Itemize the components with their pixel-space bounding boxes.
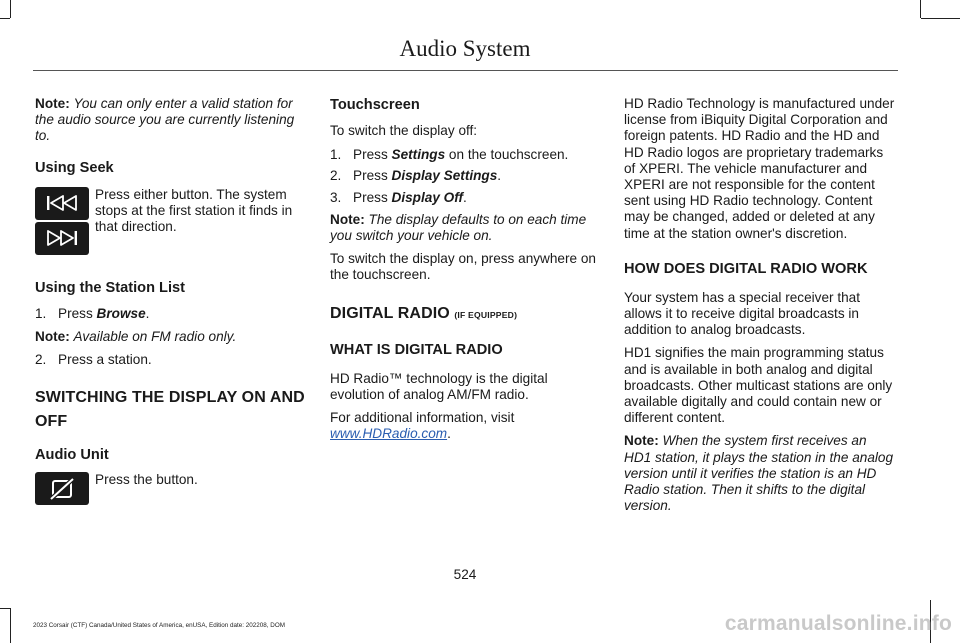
license-text: HD Radio Technology is manufactured under license from iBiquity Digital Corporation and foreign patents. HD Radio and the HD and HD Radio logos are proprietary trademarks of XPERI. The vehicle manufacturer and XPERI are not responsible for the content sent using HD Radio technology. Content may be changed, added or deleted at any time at the station owner's discretion.	[624, 96, 895, 241]
note-text: When the system first receives an HD1 station, it plays the station in the analog version until it verifies the station is an HD Radio station. Then it shifts to the digital version.	[624, 433, 894, 514]
crop-mark	[920, 0, 921, 18]
hdradio-link[interactable]: www.HDRadio.com	[330, 426, 448, 442]
note-text: The display defaults to on each time you switch your vehicle on.	[330, 211, 587, 244]
crop-mark	[10, 608, 11, 643]
seek-description: Press either button. The system stops at the first station it finds in that direction.	[95, 186, 293, 235]
what-is-digital-radio-heading: WHAT IS DIGITAL RADIO	[330, 341, 503, 358]
seek-back-icon	[35, 187, 89, 220]
step-text: Press a station.	[58, 352, 152, 368]
watermark: carmanualsonline.info	[724, 612, 952, 635]
crop-mark	[0, 608, 10, 609]
using-seek-heading: Using Seek	[35, 159, 114, 176]
list-item	[330, 190, 602, 206]
list-item	[330, 147, 602, 163]
list-item	[330, 168, 602, 184]
step-text-post: .	[145, 305, 150, 321]
step-number: 3.	[330, 189, 342, 205]
additional-info-pre: For additional information, visit	[330, 410, 515, 426]
crop-mark	[0, 18, 10, 19]
step-number: 1.	[35, 305, 47, 321]
step-text-post: .	[463, 189, 467, 205]
audio-unit-row	[35, 472, 307, 507]
step-bold: Browse	[96, 305, 146, 321]
switching-display-heading: SWITCHING THE DISPLAY ON AND OFF	[35, 389, 305, 431]
step-bold: Settings	[391, 147, 446, 163]
step-text-pre: Press	[353, 189, 392, 205]
step-bold: Display Off	[391, 189, 464, 205]
footer-edition: 2023 Corsair (CTF) Canada/United States of America, enUSA, Edition date: 202208, DOM	[33, 622, 285, 629]
list-item	[35, 306, 307, 322]
note-label: Note:	[330, 211, 365, 227]
seek-row	[35, 187, 307, 257]
seek-icons	[35, 187, 89, 257]
note-label: Note:	[35, 328, 70, 344]
step-text-pre: Press	[58, 305, 97, 321]
additional-info-post: .	[447, 426, 451, 442]
seek-forward-icon	[35, 222, 89, 255]
additional-info	[330, 410, 602, 442]
step-text	[353, 190, 467, 206]
step-number: 2.	[330, 168, 342, 184]
header-rule	[33, 70, 898, 71]
column-right	[624, 96, 896, 522]
digital-radio-title: DIGITAL RADIO	[330, 304, 450, 322]
note-text: You can only enter a valid station for the audio source you are currently listening to.	[35, 96, 295, 144]
step-bold: Display Settings	[391, 168, 498, 184]
step-text	[353, 168, 501, 184]
step-text-pre: Press	[353, 147, 392, 163]
switch-on-text: To switch the display on, press anywhere on the touchscreen.	[330, 251, 596, 283]
what-is-text: HD Radio™ technology is the digital evolution of analog AM/FM radio.	[330, 370, 548, 402]
how-text: Your system has a special receiver that allows it to receive digital broadcasts in addition to analog broadcasts.	[624, 289, 860, 338]
note-display-default	[330, 212, 602, 244]
step-text-post: .	[497, 168, 502, 184]
note-text: Available on FM radio only.	[73, 328, 237, 344]
step-text	[58, 306, 149, 322]
step-number: 2.	[35, 352, 47, 368]
note-seek-source	[35, 96, 307, 145]
station-list-heading: Using the Station List	[35, 279, 185, 296]
page-number: 524	[453, 567, 477, 582]
touchscreen-heading: Touchscreen	[330, 97, 420, 113]
crop-mark	[921, 18, 960, 19]
switch-off-intro: To switch the display off:	[330, 123, 478, 138]
crop-mark	[10, 0, 11, 18]
hd1-text: HD1 signifies the main programming status and is available in both analog and digital broadcasts. Other multicast stations are only available digitally and could contain new or different content.	[624, 345, 893, 426]
note-label: Note:	[35, 96, 70, 111]
page-title: Audio System	[399, 36, 531, 61]
digital-radio-heading	[330, 302, 602, 327]
step-text-pre: Press	[353, 168, 392, 184]
how-digital-radio-works-heading: HOW DOES DIGITAL RADIO WORK	[624, 260, 868, 277]
column-left	[35, 96, 307, 507]
note-label: Note:	[624, 433, 659, 449]
display-off-icon	[35, 472, 89, 505]
note-hd1	[624, 433, 896, 514]
audio-unit-description: Press the button.	[95, 472, 198, 488]
if-equipped-tag: (IF EQUIPPED)	[454, 309, 518, 320]
list-item	[35, 352, 307, 368]
note-fm-only	[35, 329, 307, 345]
audio-unit-heading: Audio Unit	[35, 447, 109, 464]
step-text	[353, 147, 568, 163]
audio-unit-icons	[35, 472, 89, 507]
step-number: 1.	[330, 147, 342, 163]
column-middle	[330, 96, 602, 450]
step-text-post: on the touchscreen.	[445, 147, 569, 163]
